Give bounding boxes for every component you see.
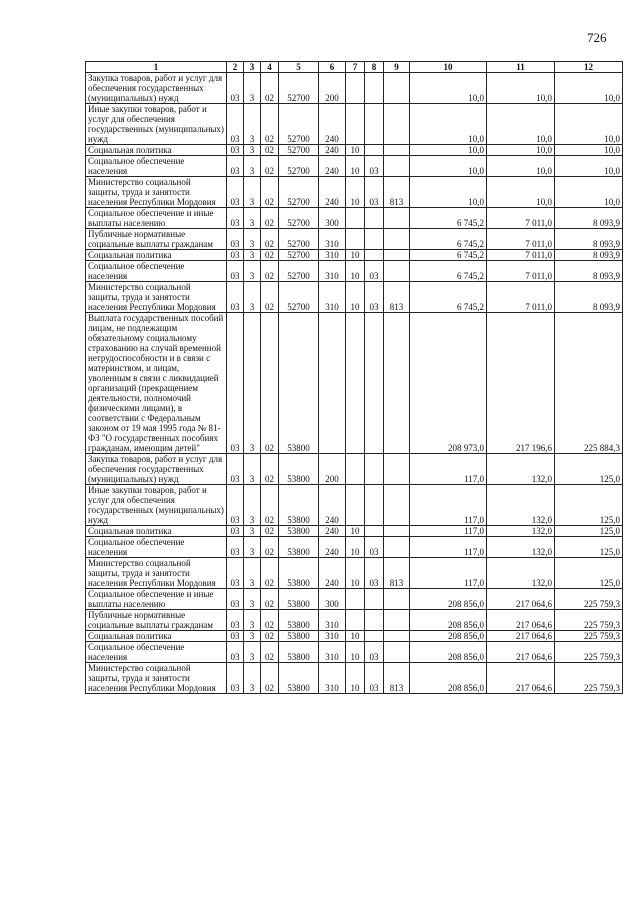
code-col-2-cell: 03 xyxy=(227,177,244,208)
code-col-4-cell: 02 xyxy=(261,631,279,642)
code-col-3-cell: 3 xyxy=(244,526,261,537)
code-col-7-cell: 10 xyxy=(346,261,365,282)
code-col-5-cell: 53800 xyxy=(279,558,319,589)
code-col-2-cell: 03 xyxy=(227,156,244,177)
code-col-6-cell: 200 xyxy=(319,454,346,485)
code-col-8-cell xyxy=(365,454,384,485)
code-col-3-cell: 3 xyxy=(244,642,261,663)
code-col-4-cell: 02 xyxy=(261,73,279,104)
amount-col-11-cell: 132,0 xyxy=(487,558,555,589)
row-name-cell: Социальное обеспечение населения xyxy=(86,537,227,558)
amount-col-10-cell: 10,0 xyxy=(410,145,487,156)
row-name-cell: Социальная политика xyxy=(86,145,227,156)
amount-col-10-cell: 208 973,0 xyxy=(410,313,487,454)
code-col-2-cell: 03 xyxy=(227,250,244,261)
code-col-7-cell: 10 xyxy=(346,282,365,313)
code-col-2-cell: 03 xyxy=(227,313,244,454)
amount-col-10-cell: 6 745,2 xyxy=(410,282,487,313)
code-col-7-cell xyxy=(346,485,365,526)
column-header: 7 xyxy=(346,62,365,73)
code-col-7-cell: 10 xyxy=(346,642,365,663)
code-col-9-cell xyxy=(384,208,410,229)
code-col-6-cell: 240 xyxy=(319,558,346,589)
code-col-7-cell: 10 xyxy=(346,631,365,642)
code-col-5-cell: 53800 xyxy=(279,313,319,454)
code-col-5-cell: 52700 xyxy=(279,282,319,313)
code-col-4-cell: 02 xyxy=(261,282,279,313)
code-col-6-cell: 310 xyxy=(319,250,346,261)
code-col-3-cell: 3 xyxy=(244,177,261,208)
table-row xyxy=(86,526,623,537)
amount-col-12-cell: 225 884,3 xyxy=(555,313,623,454)
code-col-9-cell xyxy=(384,261,410,282)
code-col-7-cell: 10 xyxy=(346,537,365,558)
code-col-2-cell: 03 xyxy=(227,537,244,558)
code-col-6-cell: 240 xyxy=(319,177,346,208)
row-name-cell: Закупка товаров, работ и услуг для обеспечения государственных (муниципальных) нужд xyxy=(86,73,227,104)
code-col-3-cell: 3 xyxy=(244,156,261,177)
amount-col-11-cell: 217 064,6 xyxy=(487,610,555,631)
amount-col-11-cell: 217 064,6 xyxy=(487,663,555,694)
code-col-5-cell: 53800 xyxy=(279,589,319,610)
code-col-9-cell xyxy=(384,610,410,631)
code-col-3-cell: 3 xyxy=(244,610,261,631)
code-col-9-cell xyxy=(384,589,410,610)
column-header: 3 xyxy=(244,62,261,73)
code-col-2-cell: 03 xyxy=(227,229,244,250)
code-col-8-cell xyxy=(365,526,384,537)
row-name-cell: Социальное обеспечение населения xyxy=(86,156,227,177)
code-col-5-cell: 53800 xyxy=(279,537,319,558)
code-col-2-cell: 03 xyxy=(227,485,244,526)
amount-col-12-cell: 225 759,3 xyxy=(555,610,623,631)
amount-col-10-cell: 10,0 xyxy=(410,104,487,145)
column-header: 2 xyxy=(227,62,244,73)
code-col-8-cell xyxy=(365,208,384,229)
row-name-cell: Социальное обеспечение населения xyxy=(86,642,227,663)
code-col-8-cell xyxy=(365,145,384,156)
code-col-8-cell: 03 xyxy=(365,537,384,558)
amount-col-10-cell: 208 856,0 xyxy=(410,631,487,642)
amount-col-12-cell: 8 093,9 xyxy=(555,208,623,229)
table-row xyxy=(86,177,623,208)
code-col-6-cell: 240 xyxy=(319,145,346,156)
amount-col-12-cell: 125,0 xyxy=(555,537,623,558)
code-col-3-cell: 3 xyxy=(244,485,261,526)
code-col-8-cell xyxy=(365,631,384,642)
table-row xyxy=(86,663,623,694)
code-col-6-cell: 310 xyxy=(319,229,346,250)
code-col-4-cell: 02 xyxy=(261,610,279,631)
table-row xyxy=(86,73,623,104)
amount-col-11-cell: 7 011,0 xyxy=(487,261,555,282)
code-col-9-cell xyxy=(384,145,410,156)
code-col-3-cell: 3 xyxy=(244,454,261,485)
amount-col-12-cell: 125,0 xyxy=(555,454,623,485)
code-col-5-cell: 52700 xyxy=(279,208,319,229)
code-col-5-cell: 52700 xyxy=(279,104,319,145)
code-col-6-cell: 240 xyxy=(319,485,346,526)
amount-col-11-cell: 132,0 xyxy=(487,526,555,537)
row-name-cell: Публичные нормативные социальные выплаты гражданам xyxy=(86,229,227,250)
code-col-9-cell: 813 xyxy=(384,282,410,313)
table-row xyxy=(86,261,623,282)
code-col-4-cell: 02 xyxy=(261,589,279,610)
code-col-4-cell: 02 xyxy=(261,558,279,589)
code-col-4-cell: 02 xyxy=(261,485,279,526)
code-col-3-cell: 3 xyxy=(244,537,261,558)
amount-col-12-cell: 10,0 xyxy=(555,145,623,156)
amount-col-10-cell: 6 745,2 xyxy=(410,250,487,261)
table-row xyxy=(86,642,623,663)
table-row xyxy=(86,610,623,631)
code-col-7-cell: 10 xyxy=(346,250,365,261)
amount-col-10-cell: 117,0 xyxy=(410,558,487,589)
row-name-cell: Министерство социальной защиты, труда и занятости населения Республики Мордовия xyxy=(86,177,227,208)
code-col-9-cell xyxy=(384,104,410,145)
code-col-5-cell: 52700 xyxy=(279,250,319,261)
table-row xyxy=(86,104,623,145)
amount-col-11-cell: 132,0 xyxy=(487,537,555,558)
code-col-3-cell: 3 xyxy=(244,663,261,694)
code-col-6-cell xyxy=(319,313,346,454)
code-col-9-cell xyxy=(384,631,410,642)
code-col-8-cell: 03 xyxy=(365,558,384,589)
amount-col-10-cell: 10,0 xyxy=(410,156,487,177)
code-col-5-cell: 53800 xyxy=(279,631,319,642)
code-col-7-cell xyxy=(346,229,365,250)
row-name-cell: Министерство социальной защиты, труда и занятости населения Республики Мордовия xyxy=(86,558,227,589)
code-col-5-cell: 52700 xyxy=(279,229,319,250)
code-col-9-cell xyxy=(384,313,410,454)
row-name-cell: Социальное обеспечение и иные выплаты населению xyxy=(86,208,227,229)
code-col-9-cell xyxy=(384,454,410,485)
code-col-7-cell: 10 xyxy=(346,558,365,589)
amount-col-12-cell: 10,0 xyxy=(555,156,623,177)
code-col-7-cell xyxy=(346,454,365,485)
code-col-8-cell xyxy=(365,250,384,261)
amount-col-10-cell: 208 856,0 xyxy=(410,589,487,610)
code-col-5-cell: 52700 xyxy=(279,145,319,156)
amount-col-10-cell: 6 745,2 xyxy=(410,229,487,250)
code-col-3-cell: 3 xyxy=(244,104,261,145)
code-col-3-cell: 3 xyxy=(244,631,261,642)
code-col-8-cell xyxy=(365,313,384,454)
code-col-8-cell: 03 xyxy=(365,156,384,177)
code-col-3-cell: 3 xyxy=(244,250,261,261)
code-col-8-cell: 03 xyxy=(365,177,384,208)
amount-col-12-cell: 125,0 xyxy=(555,558,623,589)
code-col-4-cell: 02 xyxy=(261,145,279,156)
amount-col-10-cell: 6 745,2 xyxy=(410,208,487,229)
code-col-5-cell: 52700 xyxy=(279,261,319,282)
amount-col-12-cell: 8 093,9 xyxy=(555,282,623,313)
amount-col-10-cell: 117,0 xyxy=(410,485,487,526)
amount-col-11-cell: 7 011,0 xyxy=(487,208,555,229)
code-col-8-cell: 03 xyxy=(365,642,384,663)
amount-col-12-cell: 10,0 xyxy=(555,104,623,145)
amount-col-11-cell: 132,0 xyxy=(487,454,555,485)
code-col-6-cell: 200 xyxy=(319,73,346,104)
amount-col-11-cell: 7 011,0 xyxy=(487,250,555,261)
amount-col-10-cell: 117,0 xyxy=(410,526,487,537)
code-col-5-cell: 53800 xyxy=(279,642,319,663)
code-col-9-cell xyxy=(384,537,410,558)
amount-col-12-cell: 225 759,3 xyxy=(555,642,623,663)
code-col-2-cell: 03 xyxy=(227,208,244,229)
code-col-5-cell: 52700 xyxy=(279,73,319,104)
code-col-6-cell: 300 xyxy=(319,208,346,229)
amount-col-12-cell: 225 759,3 xyxy=(555,631,623,642)
code-col-9-cell xyxy=(384,526,410,537)
code-col-9-cell: 813 xyxy=(384,558,410,589)
code-col-9-cell xyxy=(384,229,410,250)
code-col-8-cell xyxy=(365,485,384,526)
code-col-7-cell xyxy=(346,208,365,229)
row-name-cell: Иные закупки товаров, работ и услуг для обеспечения государственных (муниципальных) нужд xyxy=(86,485,227,526)
amount-col-11-cell: 217 196,6 xyxy=(487,313,555,454)
code-col-6-cell: 240 xyxy=(319,526,346,537)
amount-col-10-cell: 208 856,0 xyxy=(410,663,487,694)
column-header: 4 xyxy=(261,62,279,73)
code-col-3-cell: 3 xyxy=(244,145,261,156)
code-col-4-cell: 02 xyxy=(261,313,279,454)
row-name-cell: Социальная политика xyxy=(86,250,227,261)
code-col-5-cell: 53800 xyxy=(279,485,319,526)
code-col-4-cell: 02 xyxy=(261,229,279,250)
column-header: 6 xyxy=(319,62,346,73)
code-col-4-cell: 02 xyxy=(261,454,279,485)
code-col-3-cell: 3 xyxy=(244,229,261,250)
code-col-9-cell: 813 xyxy=(384,177,410,208)
amount-col-12-cell: 8 093,9 xyxy=(555,229,623,250)
row-name-cell: Выплата государственных пособий лицам, не подлежащим обязательному социальному страхованию на случай временной нетрудоспособности и в связи с материнством, и лицам, уволенным в связи с ликвидацией организаций (прекращением деятельности, полномочий физическими лицами), в соответствии с Федеральным законом от 19 мая 1995 года № 81-ФЗ "О государственных пособиях гражданам, имеющим детей" xyxy=(86,313,227,454)
code-col-4-cell: 02 xyxy=(261,156,279,177)
code-col-4-cell: 02 xyxy=(261,663,279,694)
column-header: 12 xyxy=(555,62,623,73)
code-col-7-cell xyxy=(346,589,365,610)
code-col-2-cell: 03 xyxy=(227,642,244,663)
table-row xyxy=(86,589,623,610)
code-col-8-cell xyxy=(365,610,384,631)
amount-col-10-cell: 117,0 xyxy=(410,454,487,485)
column-header: 10 xyxy=(410,62,487,73)
amount-col-12-cell: 125,0 xyxy=(555,526,623,537)
code-col-7-cell xyxy=(346,610,365,631)
code-col-6-cell: 240 xyxy=(319,104,346,145)
column-header: 1 xyxy=(86,62,227,73)
amount-col-11-cell: 217 064,6 xyxy=(487,631,555,642)
code-col-5-cell: 53800 xyxy=(279,610,319,631)
code-col-2-cell: 03 xyxy=(227,558,244,589)
row-name-cell: Иные закупки товаров, работ и услуг для обеспечения государственных (муниципальных) нужд xyxy=(86,104,227,145)
amount-col-12-cell: 8 093,9 xyxy=(555,250,623,261)
code-col-5-cell: 52700 xyxy=(279,177,319,208)
code-col-8-cell: 03 xyxy=(365,261,384,282)
code-col-4-cell: 02 xyxy=(261,642,279,663)
amount-col-12-cell: 225 759,3 xyxy=(555,589,623,610)
code-col-8-cell: 03 xyxy=(365,663,384,694)
code-col-3-cell: 3 xyxy=(244,589,261,610)
code-col-7-cell: 10 xyxy=(346,156,365,177)
code-col-6-cell: 240 xyxy=(319,537,346,558)
amount-col-11-cell: 217 064,6 xyxy=(487,589,555,610)
code-col-6-cell: 310 xyxy=(319,282,346,313)
code-col-5-cell: 53800 xyxy=(279,663,319,694)
amount-col-11-cell: 7 011,0 xyxy=(487,282,555,313)
code-col-6-cell: 310 xyxy=(319,610,346,631)
code-col-7-cell: 10 xyxy=(346,663,365,694)
column-header: 9 xyxy=(384,62,410,73)
amount-col-10-cell: 10,0 xyxy=(410,177,487,208)
code-col-2-cell: 03 xyxy=(227,282,244,313)
table-row xyxy=(86,282,623,313)
code-col-4-cell: 02 xyxy=(261,250,279,261)
code-col-5-cell: 53800 xyxy=(279,526,319,537)
code-col-3-cell: 3 xyxy=(244,208,261,229)
code-col-6-cell: 310 xyxy=(319,261,346,282)
code-col-2-cell: 03 xyxy=(227,663,244,694)
code-col-3-cell: 3 xyxy=(244,73,261,104)
table-row xyxy=(86,313,623,454)
table-row xyxy=(86,454,623,485)
amount-col-10-cell: 10,0 xyxy=(410,73,487,104)
code-col-6-cell: 240 xyxy=(319,156,346,177)
code-col-3-cell: 3 xyxy=(244,261,261,282)
code-col-7-cell xyxy=(346,104,365,145)
amount-col-11-cell: 7 011,0 xyxy=(487,229,555,250)
amount-col-11-cell: 10,0 xyxy=(487,104,555,145)
amount-col-12-cell: 8 093,9 xyxy=(555,261,623,282)
code-col-4-cell: 02 xyxy=(261,261,279,282)
header-row xyxy=(86,62,623,73)
code-col-7-cell xyxy=(346,313,365,454)
table-row xyxy=(86,229,623,250)
code-col-9-cell xyxy=(384,156,410,177)
budget-table xyxy=(85,61,623,694)
row-name-cell: Социальное обеспечение населения xyxy=(86,261,227,282)
table-row xyxy=(86,156,623,177)
code-col-8-cell xyxy=(365,229,384,250)
row-name-cell: Социальная политика xyxy=(86,631,227,642)
code-col-4-cell: 02 xyxy=(261,177,279,208)
code-col-8-cell xyxy=(365,73,384,104)
code-col-2-cell: 03 xyxy=(227,610,244,631)
table-row xyxy=(86,631,623,642)
amount-col-12-cell: 10,0 xyxy=(555,73,623,104)
row-name-cell: Министерство социальной защиты, труда и занятости населения Республики Мордовия xyxy=(86,282,227,313)
code-col-2-cell: 03 xyxy=(227,104,244,145)
amount-col-12-cell: 225 759,3 xyxy=(555,663,623,694)
code-col-2-cell: 03 xyxy=(227,73,244,104)
code-col-6-cell: 300 xyxy=(319,589,346,610)
code-col-9-cell xyxy=(384,73,410,104)
table-row xyxy=(86,250,623,261)
amount-col-12-cell: 10,0 xyxy=(555,177,623,208)
amount-col-11-cell: 10,0 xyxy=(487,177,555,208)
code-col-9-cell: 813 xyxy=(384,663,410,694)
code-col-3-cell: 3 xyxy=(244,313,261,454)
amount-col-11-cell: 10,0 xyxy=(487,145,555,156)
code-col-4-cell: 02 xyxy=(261,537,279,558)
amount-col-11-cell: 10,0 xyxy=(487,73,555,104)
code-col-5-cell: 53800 xyxy=(279,454,319,485)
code-col-2-cell: 03 xyxy=(227,454,244,485)
table-row xyxy=(86,208,623,229)
code-col-9-cell xyxy=(384,642,410,663)
table-row xyxy=(86,485,623,526)
row-name-cell: Публичные нормативные социальные выплаты гражданам xyxy=(86,610,227,631)
row-name-cell: Министерство социальной защиты, труда и занятости населения Республики Мордовия xyxy=(86,663,227,694)
code-col-8-cell xyxy=(365,104,384,145)
amount-col-11-cell: 217 064,6 xyxy=(487,642,555,663)
column-header: 5 xyxy=(279,62,319,73)
code-col-3-cell: 3 xyxy=(244,282,261,313)
code-col-9-cell xyxy=(384,250,410,261)
table-row xyxy=(86,145,623,156)
code-col-2-cell: 03 xyxy=(227,631,244,642)
code-col-6-cell: 310 xyxy=(319,631,346,642)
row-name-cell: Социальное обеспечение и иные выплаты населению xyxy=(86,589,227,610)
row-name-cell: Социальная политика xyxy=(86,526,227,537)
amount-col-10-cell: 208 856,0 xyxy=(410,610,487,631)
amount-col-10-cell: 117,0 xyxy=(410,537,487,558)
column-header: 8 xyxy=(365,62,384,73)
amount-col-10-cell: 6 745,2 xyxy=(410,261,487,282)
code-col-2-cell: 03 xyxy=(227,261,244,282)
code-col-4-cell: 02 xyxy=(261,104,279,145)
code-col-8-cell: 03 xyxy=(365,282,384,313)
code-col-7-cell: 10 xyxy=(346,177,365,208)
row-name-cell: Закупка товаров, работ и услуг для обеспечения государственных (муниципальных) нужд xyxy=(86,454,227,485)
code-col-7-cell: 10 xyxy=(346,145,365,156)
code-col-6-cell: 310 xyxy=(319,663,346,694)
code-col-4-cell: 02 xyxy=(261,208,279,229)
code-col-2-cell: 03 xyxy=(227,145,244,156)
column-header: 11 xyxy=(487,62,555,73)
amount-col-12-cell: 125,0 xyxy=(555,485,623,526)
code-col-7-cell: 10 xyxy=(346,526,365,537)
code-col-2-cell: 03 xyxy=(227,526,244,537)
code-col-6-cell: 310 xyxy=(319,642,346,663)
amount-col-11-cell: 132,0 xyxy=(487,485,555,526)
code-col-4-cell: 02 xyxy=(261,526,279,537)
code-col-7-cell xyxy=(346,73,365,104)
page-number: 726 xyxy=(587,30,607,45)
code-col-8-cell xyxy=(365,589,384,610)
table-row xyxy=(86,537,623,558)
amount-col-10-cell: 208 856,0 xyxy=(410,642,487,663)
table-body xyxy=(86,73,623,694)
code-col-3-cell: 3 xyxy=(244,558,261,589)
code-col-5-cell: 52700 xyxy=(279,156,319,177)
table-row xyxy=(86,558,623,589)
code-col-2-cell: 03 xyxy=(227,589,244,610)
amount-col-11-cell: 10,0 xyxy=(487,156,555,177)
code-col-9-cell xyxy=(384,485,410,526)
